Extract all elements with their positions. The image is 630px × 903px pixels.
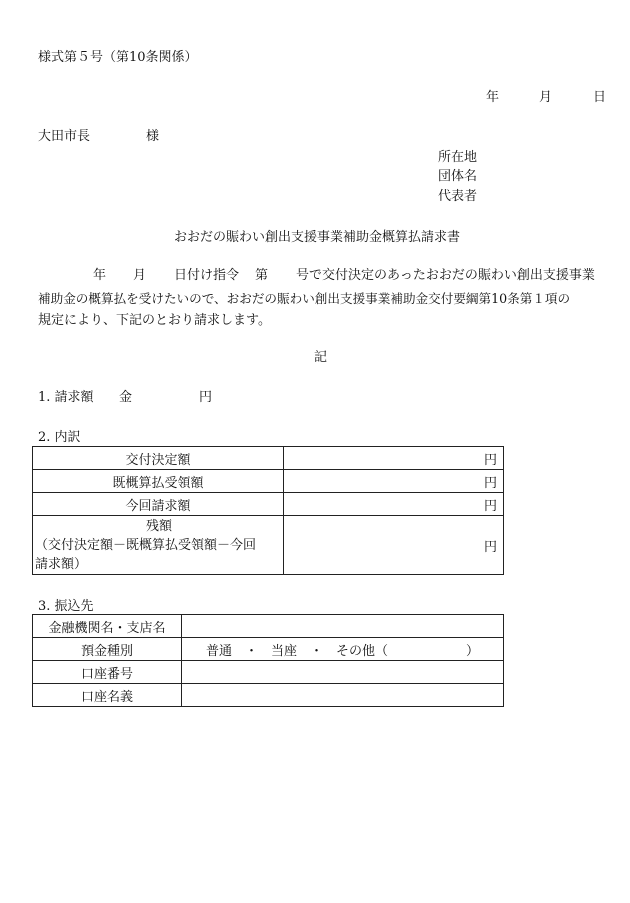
body-line3: 規定により、下記のとおり請求します。 [38,313,271,328]
yen-unit: 円 [483,452,497,468]
table-row [33,661,504,684]
section1-kin: 金 [119,390,133,405]
breakdown-label-current: 今回請求額 [33,493,284,516]
date-day: 日 [593,90,607,105]
date-month: 月 [539,90,553,105]
body-no: 第 [255,268,269,283]
remaining-line1: 残額 [145,518,172,534]
applicant-rep-label: 代表者 [438,189,478,204]
applicant-org-label: 団体名 [438,169,478,184]
ki-heading: 記 [314,350,328,365]
form-number: 様式第５号（第10条関係） [38,50,198,65]
yen-unit: 円 [483,539,497,555]
remaining-line2: （交付決定額－既概算払受領額－今回 [35,537,257,553]
breakdown-label-received: 既概算払受領額 [33,470,284,493]
table-row [33,638,504,661]
yen-unit: 円 [483,475,497,491]
table-row [33,516,504,575]
table-row [33,447,504,470]
breakdown-value-grant[interactable] [284,447,504,470]
breakdown-value-current[interactable] [284,493,504,516]
document-title: おおだの賑わい創出支援事業補助金概算払請求書 [174,230,461,245]
applicant-address-label: 所在地 [438,150,478,165]
breakdown-label-remaining [33,516,284,575]
body-month: 月 [133,268,147,283]
section1-label: 1. 請求額 [38,390,94,405]
account-number-field[interactable] [182,661,504,684]
body-year: 年 [93,268,107,283]
date-year: 年 [486,90,500,105]
body-line1-rest: 号で交付決定のあったおおだの賑わい創出支援事業 [296,268,595,283]
addressee-honorific: 様 [146,129,160,144]
section2-label: 2. 内訳 [38,430,81,445]
breakdown-value-remaining[interactable] [284,516,504,575]
breakdown-label-grant: 交付決定額 [33,447,284,470]
table-row [33,684,504,707]
account-name-label: 口座名義 [33,684,182,707]
deposit-type-label: 預金種別 [33,638,182,661]
bank-name-label: 金融機関名・支店名 [33,615,182,638]
bank-name-field[interactable] [182,615,504,638]
breakdown-table [32,446,504,575]
table-row [33,493,504,516]
yen-unit: 円 [483,498,497,514]
body-date: 日付け指令 [174,268,240,283]
body-line2: 補助金の概算払を受けたいので、おおだの賑わい創出支援事業補助金交付要綱第10条第１項の [38,291,571,306]
section3-label: 3. 振込先 [38,599,94,614]
section1-yen: 円 [199,390,213,405]
deposit-type-options[interactable]: 普通 ・ 当座 ・ その他（ ） [182,638,504,661]
account-number-label: 口座番号 [33,661,182,684]
table-row [33,615,504,638]
remaining-line3: 請求額） [35,556,88,572]
account-name-field[interactable] [182,684,504,707]
table-row [33,470,504,493]
addressee-name: 大田市長 [38,129,91,144]
bank-table [32,614,504,707]
breakdown-value-received[interactable] [284,470,504,493]
